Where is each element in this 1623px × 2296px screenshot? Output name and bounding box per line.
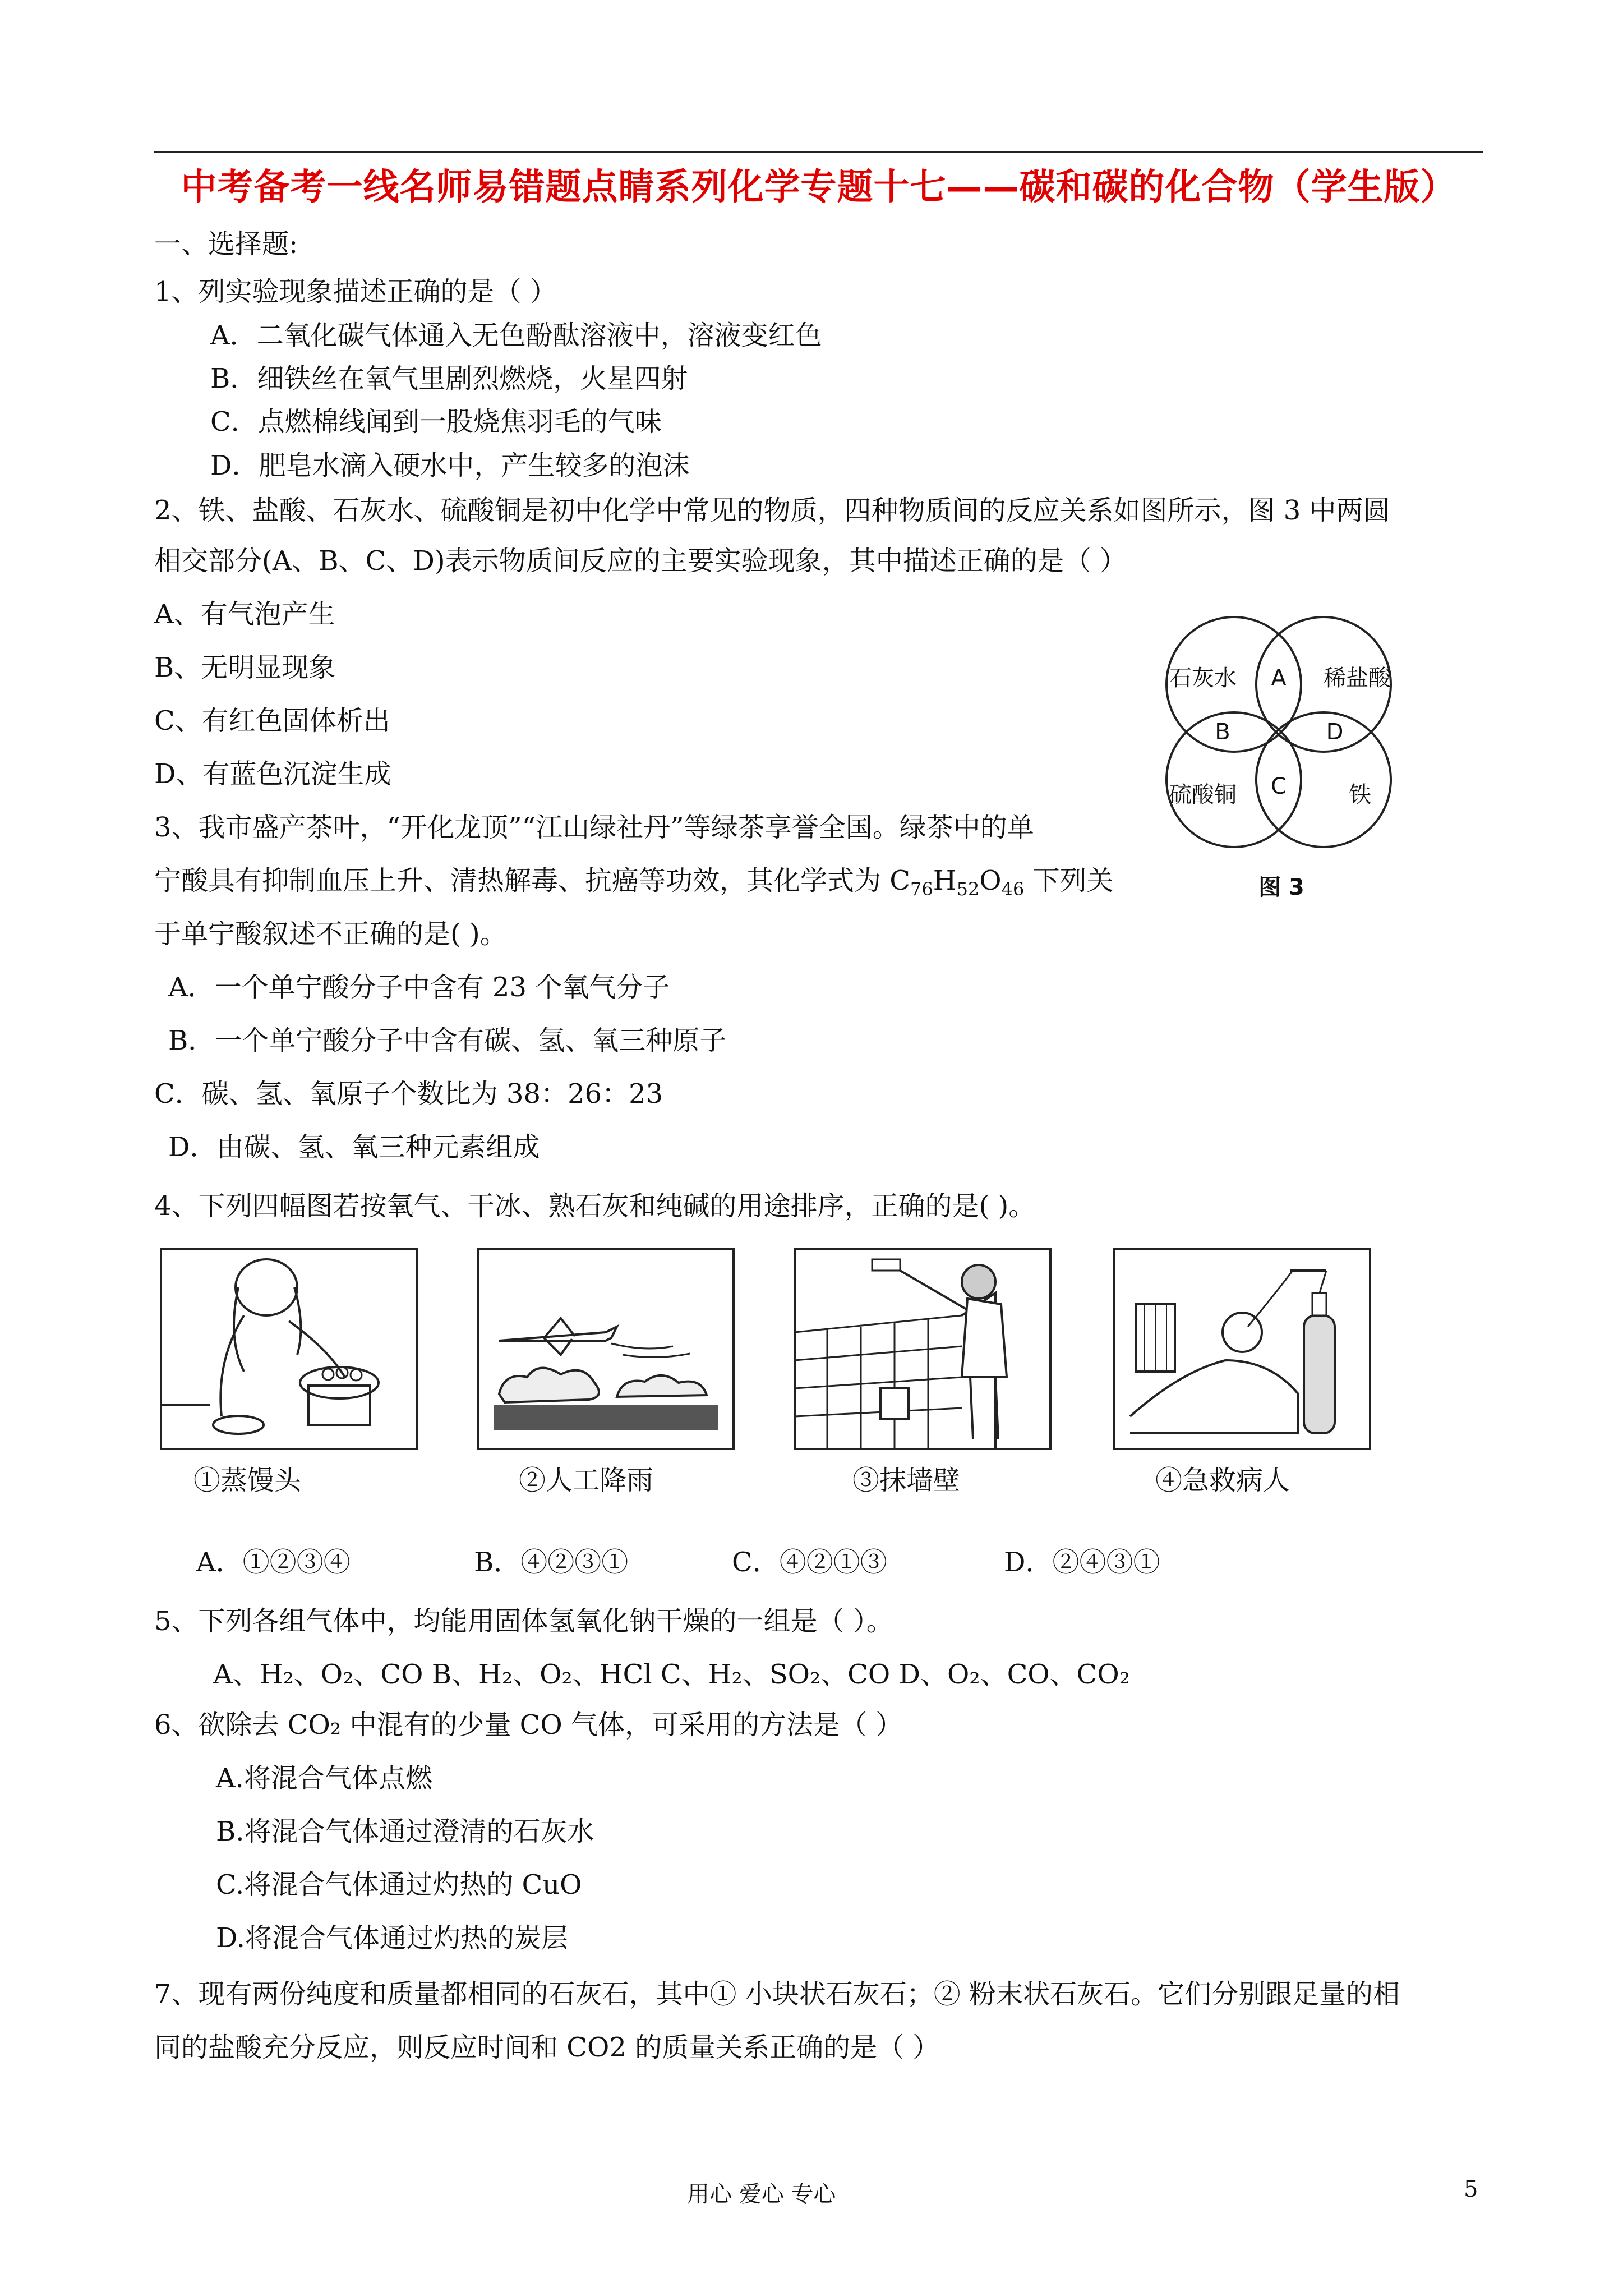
formula-o: O	[979, 865, 1002, 896]
q3-option-d: D．由碳、氢、氧三种元素组成	[168, 1131, 540, 1163]
picture-caption-3: ③抹墙壁	[852, 1465, 961, 1496]
section-heading: 一、选择题:	[154, 228, 298, 260]
venn-region-a: A	[1271, 665, 1287, 691]
q2-option-c: C、有红色固体析出	[154, 705, 390, 737]
q6-option-c: C.将混合气体通过灼热的 CuO	[216, 1869, 582, 1901]
q3-stem-line3: 于单宁酸叙述不正确的是( )。	[154, 918, 507, 950]
q6-option-a: A.将混合气体点燃	[216, 1763, 432, 1794]
q3-stem-line1: 3、我市盛产茶叶，“开化龙顶”“江山绿社丹”等绿茶享誉全国。绿茶中的单	[154, 812, 1034, 843]
q5-stem: 5、下列各组气体中，均能用固体氢氧化钠干燥的一组是（ ）。	[154, 1605, 893, 1637]
page-number: 5	[1464, 2177, 1478, 2202]
q2-option-b: B、无明显现象	[154, 652, 336, 683]
q2-stem-line2: 相交部分(A、B、C、D)表示物质间反应的主要实验现象，其中描述正确的是（ ）	[154, 545, 1127, 577]
q2-stem-line1: 2、铁、盐酸、石灰水、硫酸铜是初中化学中常见的物质，四种物质间的反应关系如图所示，图 3 中两圆	[154, 495, 1390, 526]
footer-motto: 用心 爱心 专心	[687, 2182, 836, 2207]
picture-caption-2: ②人工降雨	[519, 1465, 654, 1496]
picture-emergency-patient	[1113, 1248, 1371, 1450]
q1-option-a: A．二氧化碳气体通入无色酚酞溶液中，溶液变红色	[210, 320, 822, 351]
q4-option-a: A．①②③④	[196, 1547, 351, 1578]
q7-stem-line2: 同的盐酸充分反应，则反应时间和 CO2 的质量关系正确的是（ ）	[154, 2032, 940, 2063]
venn-caption: 图 3	[1258, 875, 1304, 900]
q1-option-d: D．肥皂水滴入硬水中，产生较多的泡沫	[210, 450, 690, 481]
q1-option-b: B．细铁丝在氧气里剧烈燃烧，火星四射	[210, 363, 688, 394]
q1-stem: 1、列实验现象描述正确的是（ ）	[154, 276, 557, 307]
q3-option-a: A．一个单宁酸分子中含有 23 个氧气分子	[168, 972, 670, 1003]
q4-option-b: B．④②③①	[474, 1547, 629, 1578]
q6-option-b: B.将混合气体通过澄清的石灰水	[216, 1816, 594, 1847]
venn-label-copper-sulfate: 硫酸铜	[1169, 782, 1237, 808]
venn-label-iron: 铁	[1349, 782, 1371, 808]
q3-stem-tail: 下列关	[1024, 865, 1114, 896]
q5-options: A、H₂、O₂、CO B、H₂、O₂、HCl C、H₂、SO₂、CO D、O₂、CO、CO₂	[213, 1659, 1130, 1690]
q3-option-c: C．碳、氢、氧原子个数比为 38：26：23	[154, 1078, 663, 1110]
q2-option-a: A、有气泡产生	[154, 599, 335, 630]
venn-region-c: C	[1271, 774, 1287, 799]
formula-h: H	[933, 865, 957, 896]
q3-stem-line2	[154, 864, 1114, 898]
q4-stem: 4、下列四幅图若按氧气、干冰、熟石灰和纯碱的用途排序，正确的是( )。	[154, 1190, 1036, 1222]
q6-option-d: D.将混合气体通过灼热的炭层	[216, 1922, 569, 1954]
venn-label-acid: 稀盐酸	[1324, 665, 1391, 691]
picture-steaming-buns	[160, 1248, 418, 1450]
q6-stem: 6、欲除去 CO₂ 中混有的少量 CO 气体，可采用的方法是（ ）	[154, 1709, 903, 1741]
q3-stem-text: 宁酸具有抑制血压上升、清热解毒、抗癌等功效，其化学式为 C	[154, 865, 910, 896]
venn-label-limewater: 石灰水	[1169, 665, 1237, 691]
venn-diagram-figure	[1155, 611, 1424, 926]
q1-option-c: C．点燃棉线闻到一股烧焦羽毛的气味	[210, 406, 662, 438]
picture-plastering-wall	[794, 1248, 1052, 1450]
formula-sub-carbon: 76	[910, 878, 933, 900]
q3-option-b: B．一个单宁酸分子中含有碳、氢、氧三种原子	[168, 1025, 727, 1056]
q7-stem-line1: 7、现有两份纯度和质量都相同的石灰石，其中① 小块状石灰石；② 粉末状石灰石。它们分别跟足量的相	[154, 1978, 1400, 2010]
q4-option-d: D．②④③①	[1004, 1547, 1160, 1578]
formula-sub-hydrogen: 52	[956, 878, 980, 900]
venn-region-b: B	[1215, 719, 1230, 745]
page-title: 中考备考一线名师易错题点睛系列化学专题十七——碳和碳的化合物（学生版）	[181, 167, 1457, 208]
q2-option-d: D、有蓝色沉淀生成	[154, 758, 391, 790]
picture-caption-4: ④急救病人	[1155, 1465, 1290, 1496]
venn-region-d: D	[1326, 719, 1344, 745]
formula-sub-oxygen: 46	[1001, 878, 1025, 900]
picture-caption-1: ①蒸馒头	[193, 1465, 302, 1496]
q4-option-c: C．④②①③	[732, 1547, 887, 1578]
picture-artificial-rain	[477, 1248, 735, 1450]
title-rule	[154, 151, 1483, 153]
